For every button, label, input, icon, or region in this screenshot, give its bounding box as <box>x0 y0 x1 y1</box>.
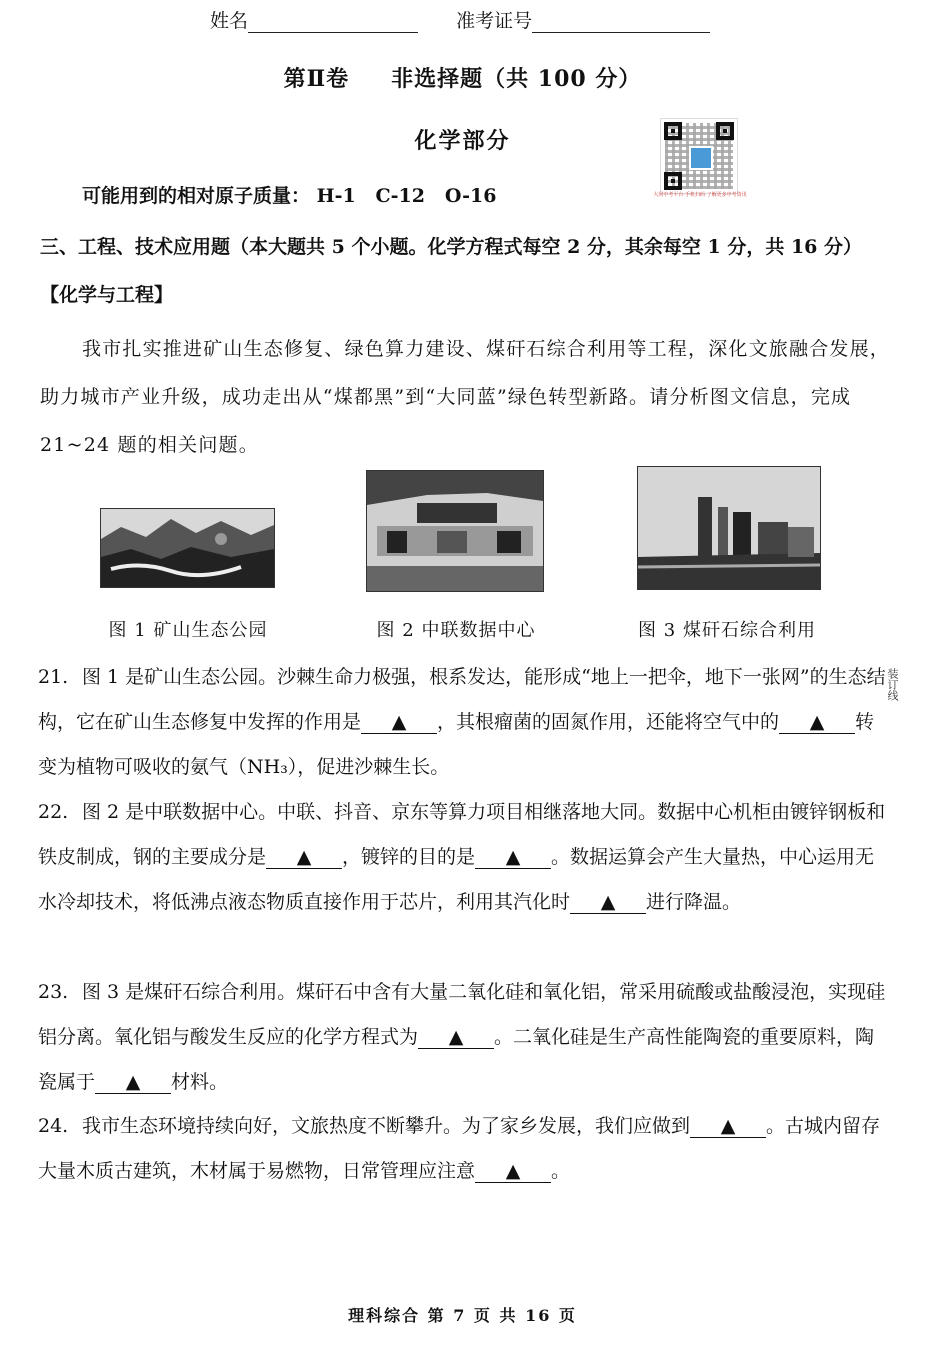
answer-blank[interactable]: ▲ <box>95 1071 171 1094</box>
answer-blank[interactable]: ▲ <box>779 711 855 734</box>
question-text: 。古城内留存大量木质古建筑，木材属于易燃物，日常管理应注意 <box>38 1115 881 1182</box>
answer-blank[interactable]: ▲ <box>475 846 551 869</box>
qr-note: 大同中考平台·手机扫码·了解更多中考资讯 <box>653 192 747 198</box>
answer-blank[interactable]: ▲ <box>418 1026 494 1049</box>
intro-text: 我市扎实推进矿山生态修复、绿色算力建设、煤矸石综合利用等工程，深化文旅融合发展，助力城市产业升级，成功走出从“煤都黑”到“大同蓝”绿色转型新路。请分析图文信息，完成 21~24 题的相关问题。 <box>40 338 891 456</box>
candidate-info <box>210 6 710 33</box>
answer-blank[interactable]: ▲ <box>361 711 437 734</box>
question-24 <box>38 1104 888 1194</box>
figure-1-image <box>100 508 275 588</box>
question-text: 。二氧化硅是生产高性能陶瓷的重要原料，陶瓷属于 <box>38 1026 875 1093</box>
figure-2-caption: 图 2 中联数据中心 <box>376 620 536 641</box>
question-22 <box>38 790 888 925</box>
name-field[interactable] <box>248 14 418 33</box>
answer-blank[interactable]: ▲ <box>266 846 342 869</box>
question-text: ，镀锌的目的是 <box>342 846 476 868</box>
volume-title <box>0 62 925 93</box>
section-title: 化学部分 <box>414 128 511 154</box>
question-text: 进行降温。 <box>646 891 742 913</box>
question-23 <box>38 970 888 1105</box>
qr-code-icon[interactable] <box>660 118 738 194</box>
figure-3-image <box>637 466 821 590</box>
topic-tag: 【化学与工程】 <box>40 284 174 306</box>
atomic-mass-label: 可能用到的相对原子质量： <box>82 185 311 207</box>
question-text: 图 3 是煤矸石综合利用。煤矸石中含有大量二氧化硅和氧化铝，常采用硫酸或盐酸浸泡，实现硅铝分离。氧化铝与酸发生反应的化学方程式为 <box>38 981 886 1048</box>
atomic-mass-values: H-1 C-12 O-16 <box>316 185 497 207</box>
question-number: 22. <box>38 801 69 823</box>
atomic-mass-line <box>82 181 496 208</box>
question-text: 转变为植物可吸收的氨气（NH₃），促进沙棘生长。 <box>38 711 875 778</box>
intro-paragraph <box>40 325 890 469</box>
binding-line-mark: 装订线 <box>886 668 899 701</box>
answer-blank[interactable]: ▲ <box>690 1115 766 1138</box>
answer-blank[interactable]: ▲ <box>570 891 646 914</box>
question-text: ，其根瘤菌的固氮作用，还能将空气中的 <box>437 711 780 733</box>
question-number: 24. <box>38 1115 69 1137</box>
question-21 <box>38 655 888 790</box>
question-text: 材料。 <box>171 1071 229 1093</box>
section-heading: 三、工程、技术应用题（本大题共 5 个小题。化学方程式每空 2 分，其余每空 1 分，共 16 分） <box>40 236 863 258</box>
question-text: 我市生态环境持续向好，文旅热度不断攀升。为了家乡发展，我们应做到 <box>82 1115 691 1137</box>
volume-title-type: 非选择题（共 100 分） <box>391 66 642 92</box>
figure-2-image <box>366 470 544 592</box>
page-footer: 理科综合 第 7 页 共 16 页 <box>348 1306 577 1325</box>
answer-blank[interactable]: ▲ <box>475 1160 551 1183</box>
name-label: 姓名 <box>210 10 249 32</box>
exam-id-field[interactable] <box>532 14 710 33</box>
question-number: 21. <box>38 666 69 688</box>
question-text: 。 <box>551 1160 571 1182</box>
figure-1-caption: 图 1 矿山生态公园 <box>108 620 268 641</box>
question-text: 图 2 是中联数据中心。中联、抖音、京东等算力项目相继落地大同。数据中心机柜由镀锌钢板和铁皮制成，钢的主要成分是 <box>38 801 886 868</box>
question-number: 23. <box>38 981 69 1003</box>
question-text: 。数据运算会产生大量热，中心运用无水冷却技术，将低沸点液态物质直接作用于芯片，利用其汽化时 <box>38 846 875 913</box>
volume-title-part: 第Ⅱ卷 <box>283 66 350 92</box>
exam-id-label: 准考证号 <box>456 10 533 32</box>
question-text: 图 1 是矿山生态公园。沙棘生命力极强，根系发达，能形成“地上一把伞，地下一张网”的生态结构，它在矿山生态修复中发挥的作用是 <box>38 666 886 733</box>
figure-3-caption: 图 3 煤矸石综合利用 <box>638 620 816 641</box>
